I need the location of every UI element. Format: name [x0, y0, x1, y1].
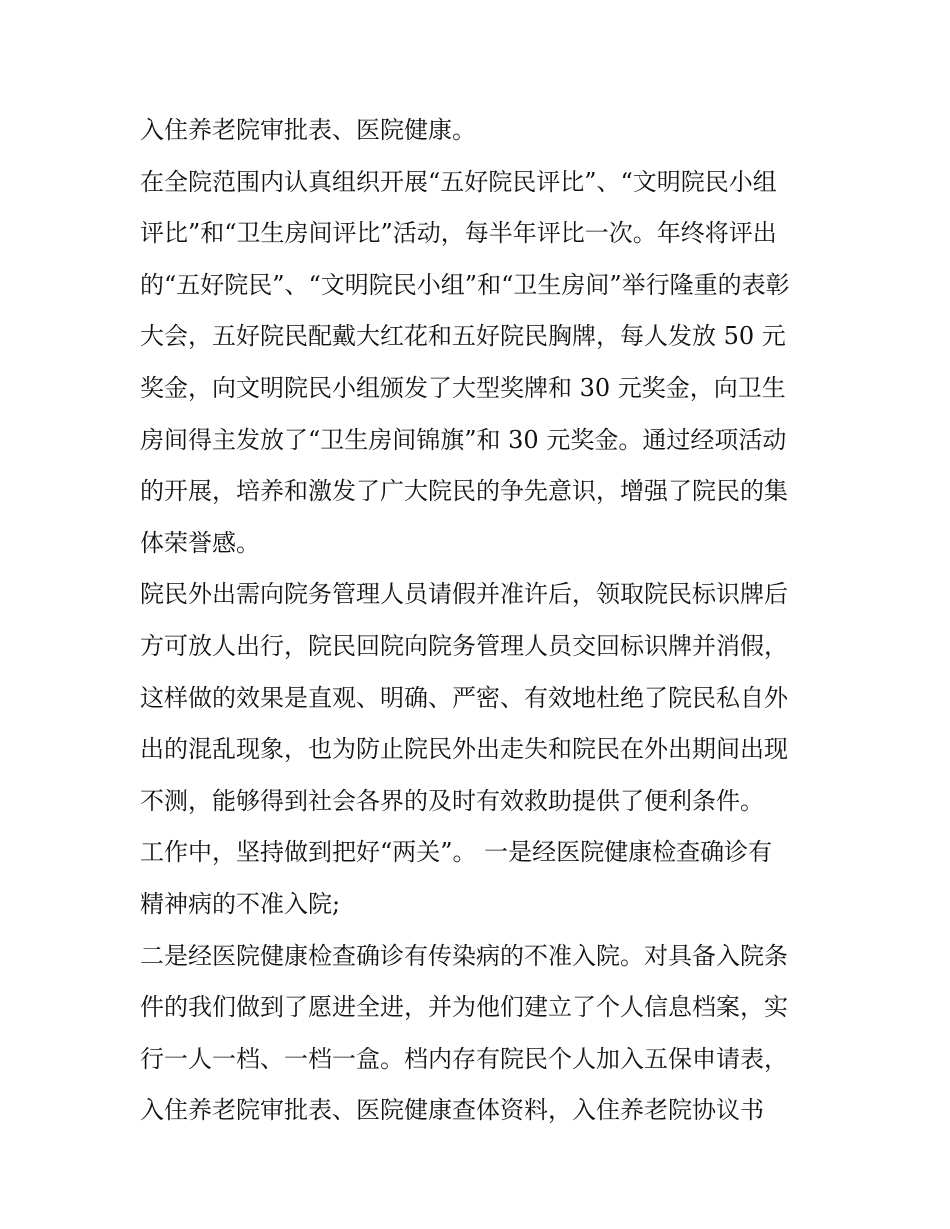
text-line: 奖金，向文明院民小组颁发了大型奖牌和 30 元奖金，向卫生 — [140, 373, 786, 402]
text-line: 二是经医院健康检查确诊有传染病的不准入院。对具备入院条 — [140, 941, 788, 970]
text-line: 大会，五好院民配戴大红花和五好院民胸牌，每人发放 50 元 — [140, 322, 786, 351]
text-line: 件的我们做到了愿进全进，并为他们建立了个人信息档案，实 — [140, 993, 788, 1022]
text-line: 入住养老院审批表、医院健康查体资料，入住养老院协议书 — [140, 1096, 764, 1125]
document-body — [140, 108, 820, 1140]
text-line: 入住养老院审批表、医院健康。 — [140, 116, 476, 144]
text-line: 不测，能够得到社会各界的及时有效救助提供了便利条件。 — [140, 786, 764, 815]
text-line: 在全院范围内认真组织开展“五好院民评比”、“文明院民小组 — [140, 167, 777, 196]
text-line: 出的混乱现象，也为防止院民外出走失和院民在外出期间出现 — [140, 735, 788, 764]
text-line: 房间得主发放了“卫生房间锦旗”和 30 元奖金。通过经项活动 — [140, 425, 787, 454]
text-line: 方可放人出行，院民回院向院务管理人员交回标识牌并消假， — [140, 631, 788, 660]
text-line: 精神病的不准入院; — [140, 889, 341, 918]
text-line: 行一人一档、一档一盒。档内存有院民个人加入五保申请表， — [140, 1044, 788, 1073]
text-line: 体荣誉感。 — [140, 528, 260, 557]
text-line: 院民外出需向院务管理人员请假并准许后，领取院民标识牌后 — [140, 580, 788, 609]
text-line: 的开展，培养和激发了广大院民的争先意识，增强了院民的集 — [140, 477, 788, 506]
text-line: 的“五好院民”、“文明院民小组”和“卫生房间”举行隆重的表彰 — [140, 270, 790, 299]
text-line: 评比”和“卫生房间评比”活动，每半年评比一次。年终将评出 — [140, 219, 777, 248]
text-line: 工作中，坚持做到把好“两关”。 一是经医院健康检查确诊有 — [140, 838, 773, 867]
text-line: 这样做的效果是直观、明确、严密、有效地杜绝了院民私自外 — [140, 683, 788, 712]
